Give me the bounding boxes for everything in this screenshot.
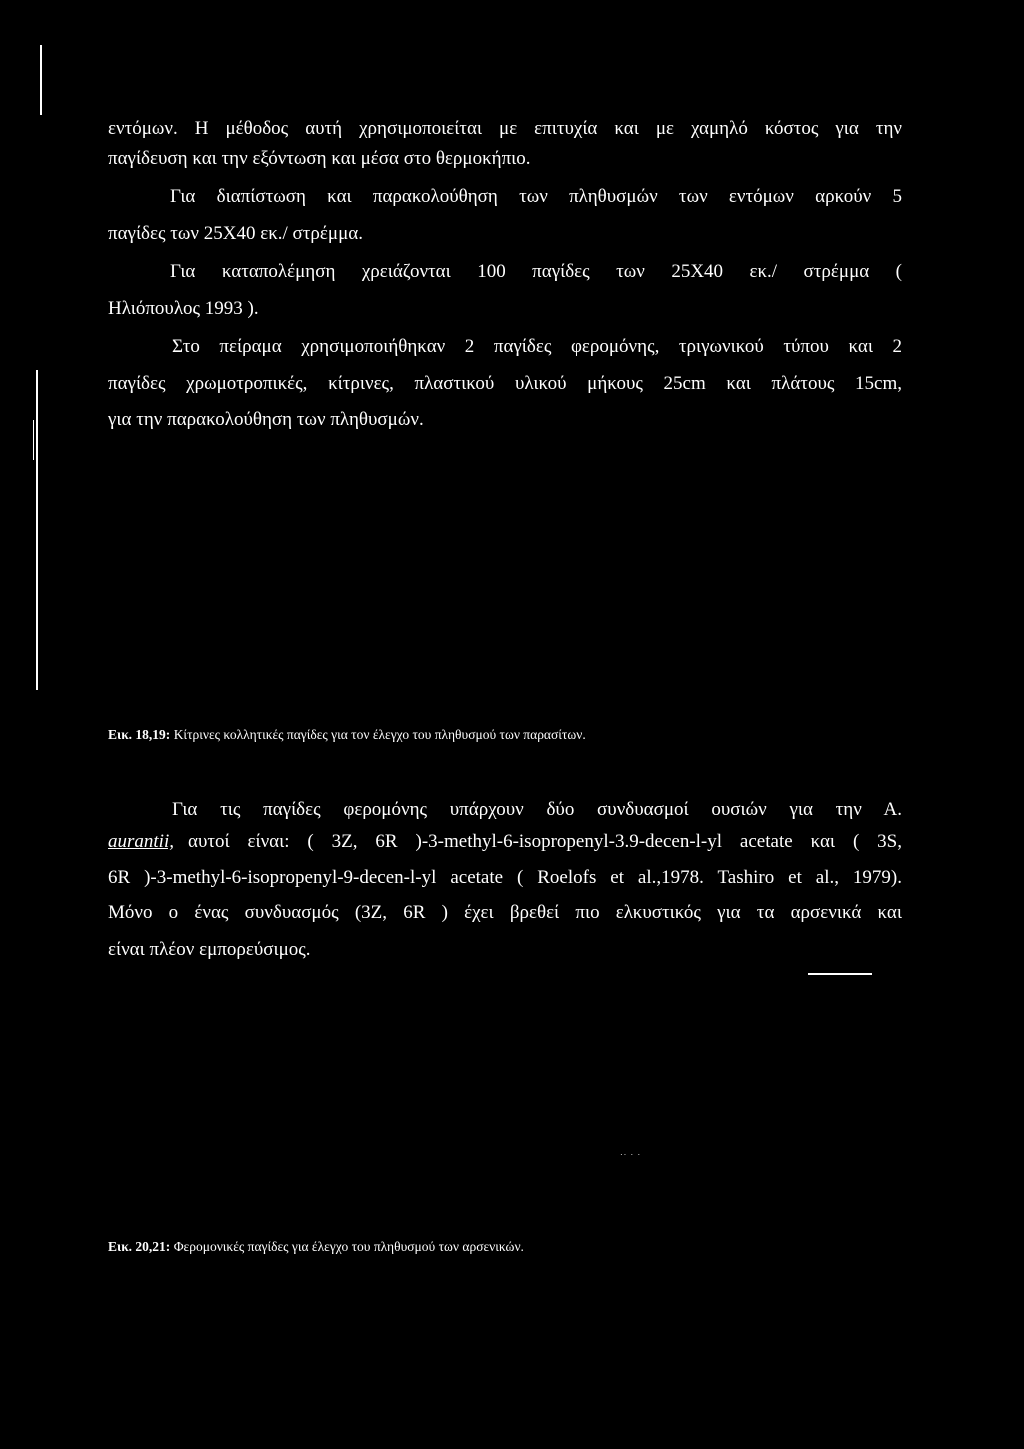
horizontal-rule (808, 973, 872, 975)
paragraph5-line2 (108, 830, 902, 854)
scan-edge-line-top (40, 45, 42, 115)
paragraph1-line2: παγίδευση και την εξόντωση και μέσα στο θερμοκήπιο. (108, 148, 531, 169)
figure-caption-18-19 (108, 726, 586, 744)
paragraph1-line1: εντόμων. Η μέθοδος αυτή χρησιμοποιείται με επιτυχία και με χαμηλό κόστος για την (108, 118, 902, 139)
caption2-text: Φερομονικές παγίδες για έλεγχο του πληθυσμού των αρσενικών. (173, 1239, 524, 1254)
paragraph2-line1: Για διαπίστωση και παρακολούθηση των πληθυσμών των εντόμων αρκούν 5 (170, 186, 902, 207)
figure-caption-20-21 (108, 1238, 524, 1256)
paragraph3-line1: Για καταπολέμηση χρειάζονται 100 παγίδες των 25Χ40 εκ./ στρέμμα ( (170, 261, 902, 282)
paragraph5-line1: Για τις παγίδες φερομόνης υπάρχουν δύο συνδυασμοί ουσιών για την Α. (172, 799, 902, 820)
paragraph5-line4: Μόνο ο ένας συνδυασμός (3Ζ, 6R ) έχει βρεθεί πιο ελκυστικός για τα αρσενικά και (108, 902, 902, 923)
paragraph4-line3: για την παρακολούθηση των πληθυσμών. (108, 409, 424, 430)
paragraph4-line1: Στο πείραμα χρησιμοποιήθηκαν 2 παγίδες φερομόνης, τριγωνικού τύπου και 2 (172, 336, 902, 357)
paragraph2-line2: παγίδες των 25Χ40 εκ./ στρέμμα. (108, 223, 363, 244)
paragraph5-line2-rest: αυτοί είναι: ( 3Ζ, 6R )-3-methyl-6-isopropenyl-3.9-decen-l-yl acetate και ( 3S, (187, 831, 902, 852)
species-name: aurantii, (108, 831, 174, 852)
paragraph5-line3: 6R )-3-methyl-6-isopropenyl-9-decen-l-yl acetate ( Roelofs et al.,1978. Tashiro et al., 1979). (108, 867, 902, 888)
paragraph3-line2: Ηλιόπουλος 1993 ). (108, 298, 259, 319)
caption1-text: Κίτρινες κολλητικές παγίδες για τον έλεγχο του πληθυσμού των παρασίτων. (173, 727, 586, 742)
scan-edge-line-short (33, 420, 34, 460)
caption1-label: Εικ. 18,19: (108, 727, 171, 742)
paragraph4-line2: παγίδες χρωμοτροπικές, κίτρινες, πλαστικού υλικού μήκους 25cm και πλάτους 15cm, (108, 373, 902, 394)
caption2-label: Εικ. 20,21: (108, 1239, 171, 1254)
scan-edge-line-middle (36, 370, 38, 690)
paragraph5-line5: είναι πλέον εμπορεύσιμος. (108, 939, 311, 960)
scan-specks: ·· · · (620, 1150, 642, 1159)
